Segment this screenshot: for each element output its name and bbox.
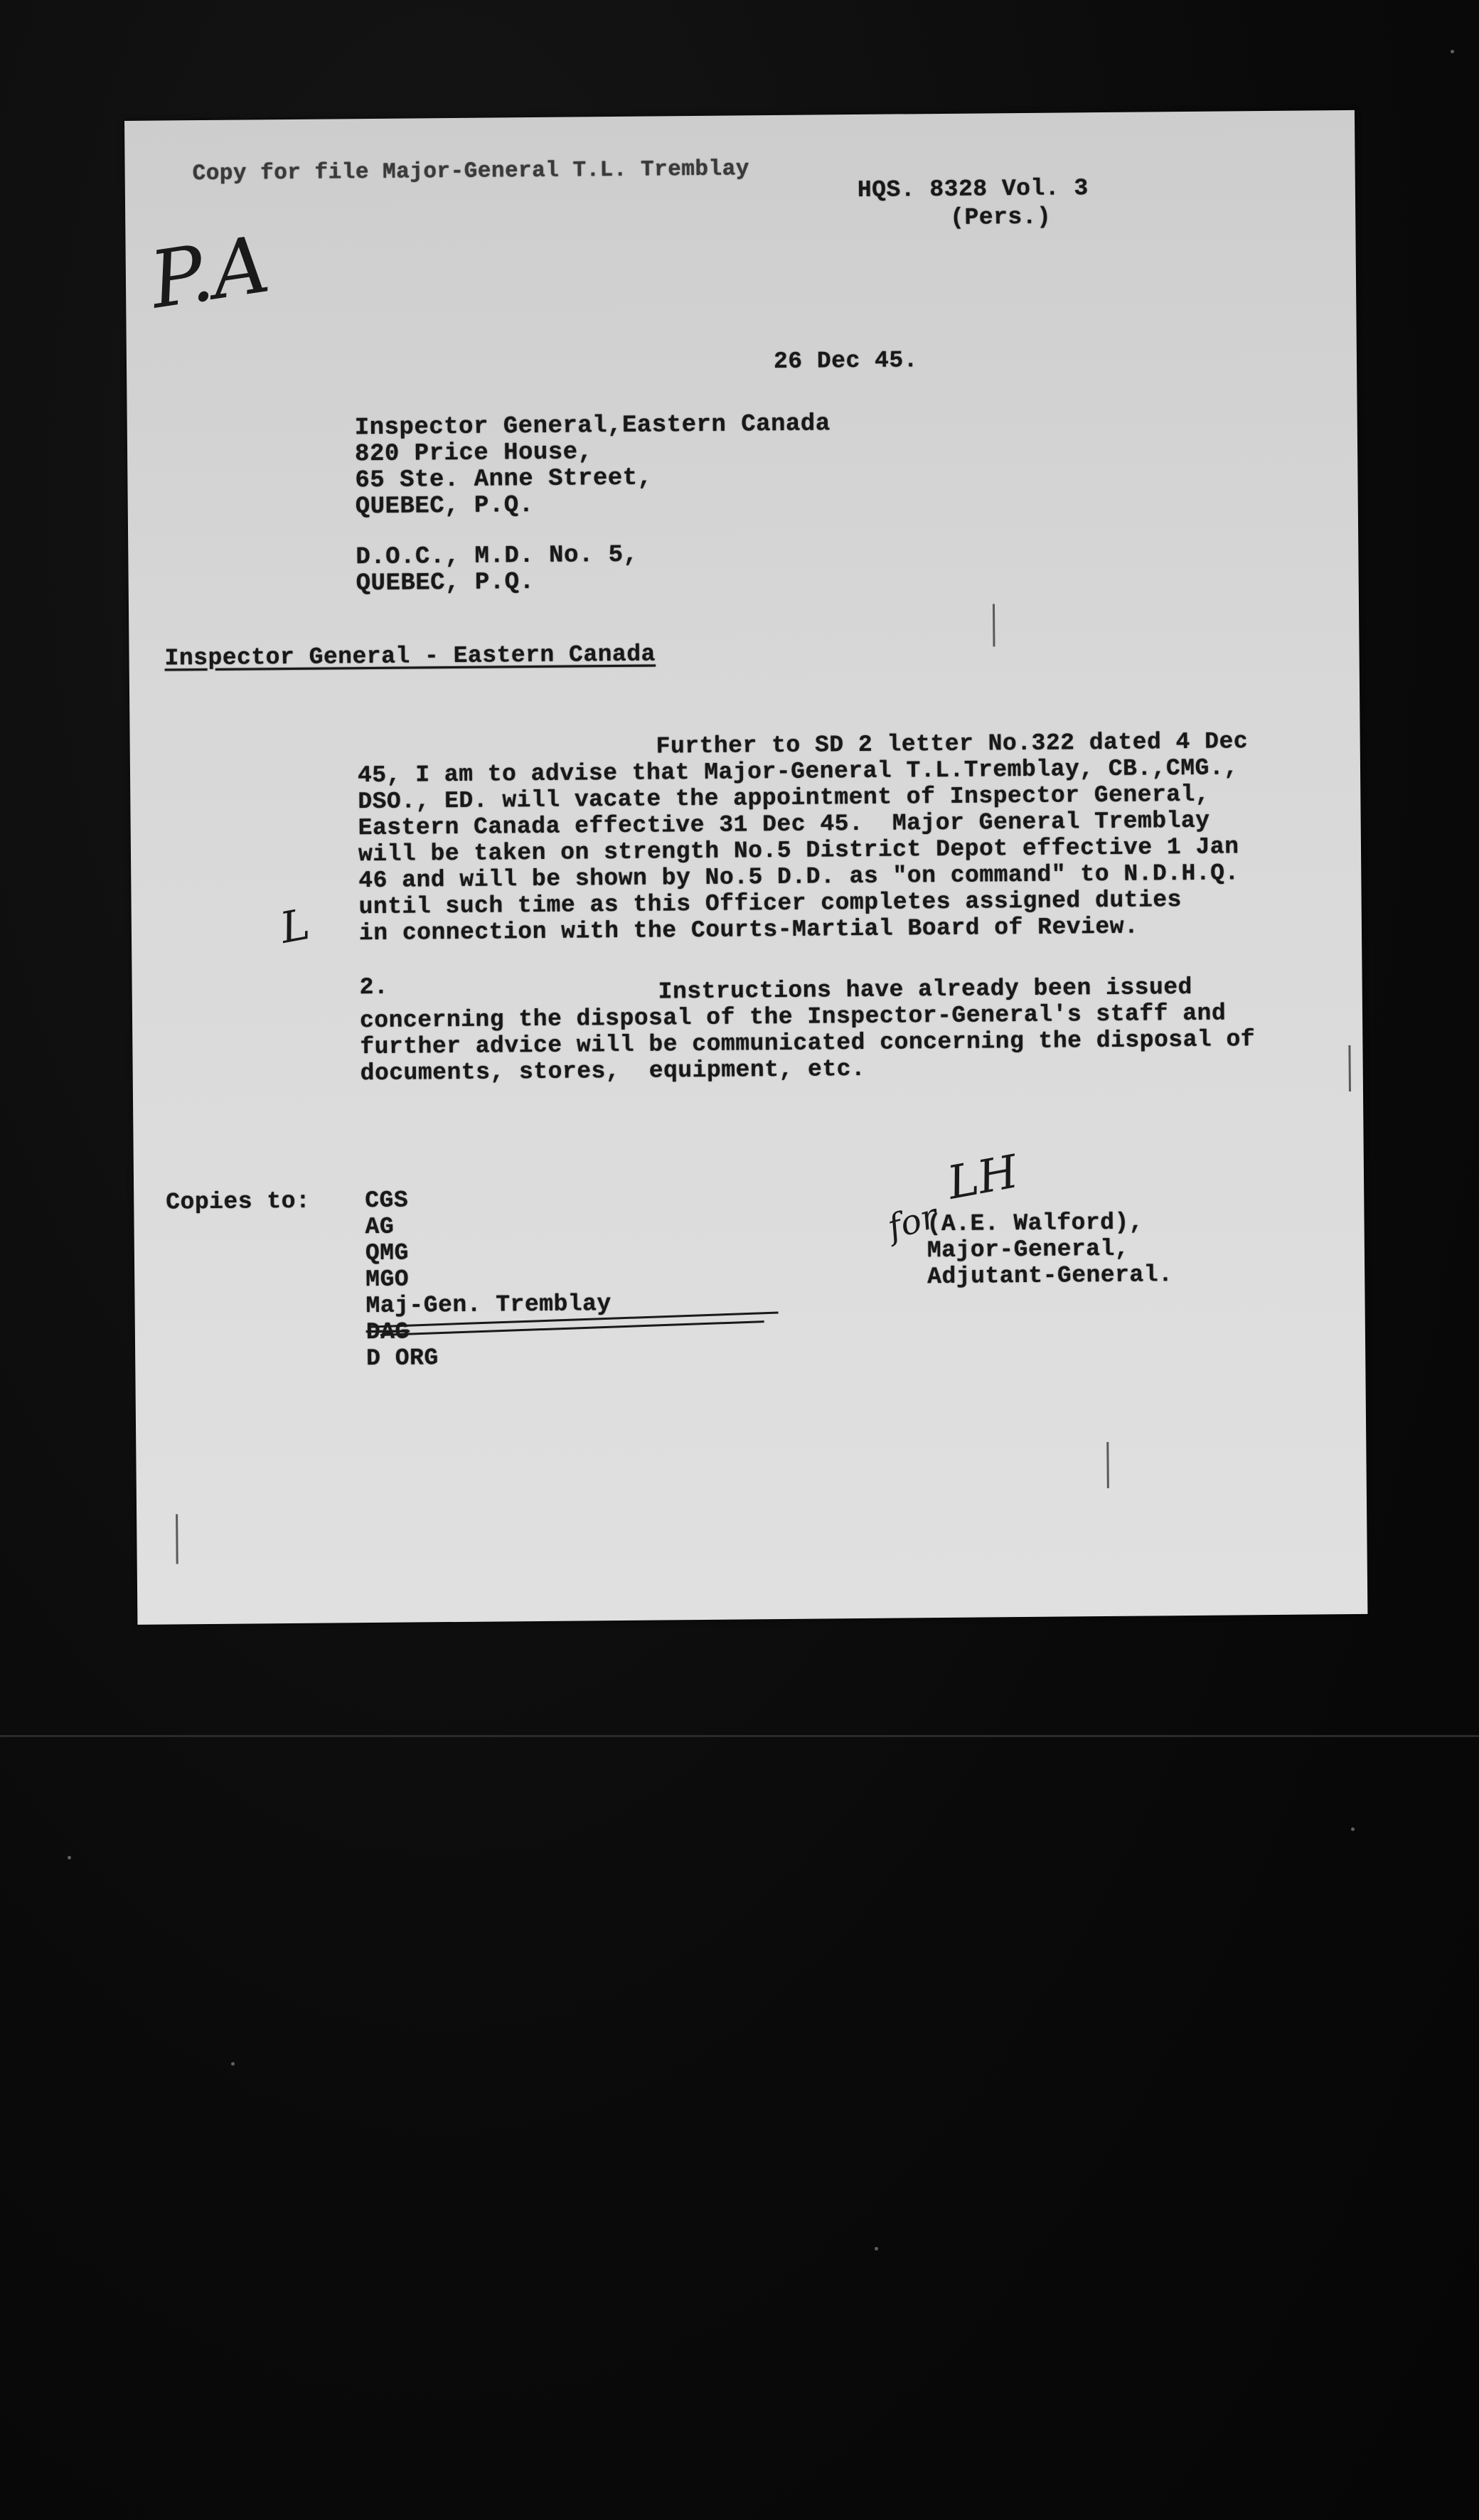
handwritten-for: for	[883, 1196, 942, 1248]
scan-mark	[1106, 1442, 1109, 1488]
paragraph-line: Further to SD 2 letter No.322 dated 4 Dec	[656, 728, 1249, 760]
dust-speck	[1351, 1827, 1355, 1831]
paragraph-line: documents, stores, equipment, etc.	[360, 1055, 866, 1087]
address-line: 820 Price House,	[354, 439, 593, 469]
dust-speck	[1451, 50, 1454, 53]
paragraph-line: concerning the disposal of the Inspector-General's staff and	[359, 1000, 1227, 1035]
scan-mark	[1348, 1045, 1351, 1091]
dust-speck	[875, 2247, 878, 2251]
address-line: D.O.C., M.D. No. 5,	[356, 541, 639, 572]
copies-to-label: Copies to:	[166, 1187, 311, 1216]
file-reference: HQS. 8328 Vol. 3	[857, 175, 1089, 204]
copy-recipient: MGO	[365, 1266, 410, 1293]
paragraph-line: 46 and will be shown by No.5 D.D. as "on command" to N.D.H.Q.	[358, 860, 1239, 895]
handwritten-pa-annotation: P.A	[144, 218, 275, 326]
paragraph-line: 45, I am to advise that Major-General T.L.Tremblay, CB.,CMG.,	[357, 754, 1239, 789]
file-reference-sub: (Pers.)	[950, 203, 1052, 231]
address-line: QUEBEC, P.Q.	[355, 491, 534, 521]
paragraph-line: DSO., ED. will vacate the appointment of Inspector General,	[358, 781, 1210, 816]
copy-recipient: Maj-Gen. Tremblay	[365, 1291, 612, 1320]
paragraph-line: Instructions have already been issued	[658, 973, 1193, 1005]
file-copy-header: Copy for file Major-General T.L. Tremblay	[192, 156, 750, 187]
address-line: 65 Ste. Anne Street,	[355, 464, 653, 495]
letter-page	[124, 110, 1367, 1625]
paragraph-line: will be taken on strength No.5 District Depot effective 1 Jan	[358, 833, 1239, 868]
film-frame-divider	[0, 1735, 1479, 1737]
signature-line: Major-General,	[927, 1235, 1130, 1264]
copy-recipient: CGS	[365, 1187, 409, 1214]
dust-speck	[231, 2062, 235, 2066]
copy-recipient-struck: DAG	[365, 1318, 410, 1346]
paragraph-2-number: 2.	[359, 973, 389, 1001]
signature-line: (A.E. Walford),	[927, 1209, 1144, 1238]
scan-mark	[176, 1514, 178, 1564]
paragraph-line: in connection with the Courts-Martial Board of Review.	[358, 913, 1139, 947]
address-line: QUEBEC, P.Q.	[356, 568, 535, 598]
address-line: Inspector General,Eastern Canada	[354, 410, 831, 442]
copy-recipient: QMG	[365, 1239, 409, 1267]
copy-recipient: AG	[365, 1213, 395, 1241]
letter-date: 26 Dec 45.	[773, 347, 919, 375]
paragraph-line: further advice will be communicated concerning the disposal of	[360, 1026, 1256, 1061]
letter-subject: Inspector General - Eastern Canada	[164, 641, 656, 672]
signature-line: Adjutant-General.	[927, 1261, 1173, 1291]
copy-recipient: D ORG	[366, 1345, 439, 1372]
paragraph-line: Eastern Canada effective 31 Dec 45. Major General Tremblay	[358, 807, 1210, 842]
paragraph-line: until such time as this Officer completes assigned duties	[358, 887, 1182, 921]
handwritten-margin-initial: L	[276, 899, 314, 954]
handwritten-signature-initial: LH	[944, 1146, 1023, 1210]
dust-speck	[68, 1856, 71, 1859]
scan-mark	[993, 604, 995, 646]
